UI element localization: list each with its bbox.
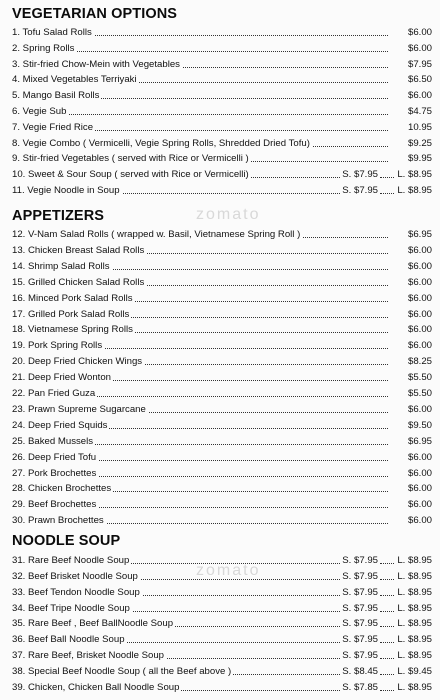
item-price: $6.00 xyxy=(405,308,432,322)
leader-dots xyxy=(32,51,388,52)
item-name: 32. Beef Brisket Noodle Soup xyxy=(12,570,138,582)
item-price-small: S. $7.95 xyxy=(342,185,378,196)
section-title-noodle-soup: NOODLE SOUP xyxy=(12,533,121,549)
item-name: 1. Tofu Salad Rolls xyxy=(12,27,92,38)
item-price: $6.00 xyxy=(405,292,432,306)
item-name: 23. Prawn Supreme Sugarcane xyxy=(12,403,146,415)
item-name: 13. Chicken Breast Salad Rolls xyxy=(12,244,145,256)
item-price: $6.00 xyxy=(405,339,432,353)
item-name: 12. V-Nam Salad Rolls ( wrapped w. Basil, Vietnamese Spring Roll ) xyxy=(12,229,301,240)
menu-item xyxy=(12,244,432,258)
menu-item xyxy=(12,570,432,584)
item-name: 2. Spring Rolls xyxy=(12,42,75,54)
menu-item xyxy=(12,276,432,290)
item-price: $9.50 xyxy=(405,419,432,433)
item-price-small: S. $7.95 xyxy=(342,602,378,614)
item-price: $6.00 xyxy=(405,467,432,481)
item-name: 34. Beef Tripe Noodle Soup xyxy=(12,602,130,614)
menu-item xyxy=(12,586,432,600)
item-name: 9. Stir-fried Vegetables ( served with Rice or Vermicelli ) xyxy=(12,153,249,165)
item-price: $6.00 xyxy=(405,482,432,496)
item-price: 10.95 xyxy=(405,121,432,135)
watermark: zomato xyxy=(196,206,261,223)
item-price-small: S. $7.85 xyxy=(342,681,378,693)
item-price-small: S. $7.95 xyxy=(342,634,378,646)
item-price: $6.95 xyxy=(405,435,432,449)
item-name: 38. Special Beef Noodle Soup ( all the Beef above ) xyxy=(12,665,232,677)
item-name: 26. Deep Fried Tofu xyxy=(12,451,97,463)
menu-item xyxy=(12,514,432,528)
item-price-small: S. $7.95 xyxy=(342,586,378,598)
item-price: $6.95 xyxy=(405,228,432,242)
item-price: $6.00 xyxy=(405,89,432,103)
item-name: 33. Beef Tendon Noodle Soup xyxy=(12,586,140,598)
menu-item xyxy=(12,308,432,322)
item-name: 16. Minced Pork Salad Rolls xyxy=(12,292,133,304)
item-name: 21. Deep Fried Wonton xyxy=(12,372,112,384)
item-name: 28. Chicken Brochettes xyxy=(12,483,112,495)
menu-item xyxy=(12,649,432,663)
menu-item xyxy=(12,419,432,433)
menu-item xyxy=(12,292,432,306)
item-price: $7.95 xyxy=(405,58,432,72)
item-name: 37. Rare Beef, Brisket Noodle Soup xyxy=(12,650,164,662)
item-price: $6.00 xyxy=(405,514,432,528)
menu-item xyxy=(12,451,432,465)
menu-item xyxy=(12,339,432,353)
section-title-appetizers: APPETIZERS xyxy=(12,208,105,224)
item-name: 31. Rare Beef Noodle Soup xyxy=(12,555,130,566)
item-price: $6.00 xyxy=(405,26,432,40)
menu-item xyxy=(12,73,432,87)
item-name: 7. Vegie Fried Rice xyxy=(12,121,94,133)
item-name: 10. Sweet & Sour Soup ( served with Rice or Vermicelli) xyxy=(12,169,249,181)
menu-item xyxy=(12,89,432,103)
item-price-large: L. $8.95 xyxy=(397,618,432,630)
item-price-large: L. $8.95 xyxy=(397,555,432,566)
menu-item xyxy=(12,665,432,679)
item-price-small: S. $7.95 xyxy=(342,169,378,181)
item-name: 20. Deep Fried Chicken Wings xyxy=(12,356,143,368)
menu-item xyxy=(12,184,432,198)
item-price: $4.75 xyxy=(405,105,432,119)
menu-item xyxy=(12,58,432,72)
item-name: 18. Vietnamese Spring Rolls xyxy=(12,324,133,336)
item-price: $9.95 xyxy=(405,152,432,166)
item-price: $9.25 xyxy=(405,137,432,151)
watermark: zomato xyxy=(196,562,261,579)
item-name: 8. Vegie Combo ( Vermicelli, Vegie Spring Rolls, Shredded Dried Tofu) xyxy=(12,137,310,149)
menu-item xyxy=(12,323,432,337)
item-price-large: L. $8.95 xyxy=(397,681,432,693)
menu-item xyxy=(12,137,432,151)
item-price-large: L. $8.95 xyxy=(397,650,432,662)
leader-dots xyxy=(32,114,388,115)
item-price-small: S. $7.95 xyxy=(342,618,378,630)
item-name: 17. Grilled Pork Salad Rolls xyxy=(12,308,130,320)
item-price: $6.00 xyxy=(405,276,432,290)
item-price: $6.00 xyxy=(405,451,432,465)
item-price-large: L. $8.95 xyxy=(397,185,432,196)
item-price-small: S. $7.95 xyxy=(342,555,378,566)
menu-item xyxy=(12,355,432,369)
item-name: 19. Pork Spring Rolls xyxy=(12,340,103,352)
item-name: 6. Vegie Sub xyxy=(12,106,67,117)
menu-item xyxy=(12,617,432,631)
item-name: 30. Prawn Brochettes xyxy=(12,515,104,527)
menu-item xyxy=(12,633,432,647)
item-name: 24. Deep Fried Squids xyxy=(12,419,108,431)
menu-item xyxy=(12,105,432,119)
menu-item xyxy=(12,498,432,512)
item-price: $6.00 xyxy=(405,244,432,258)
item-price-small: S. $7.95 xyxy=(342,650,378,662)
menu-item xyxy=(12,42,432,56)
item-price-large: L. $8.95 xyxy=(397,634,432,646)
item-price: $6.00 xyxy=(405,323,432,337)
menu-item xyxy=(12,152,432,166)
item-price: $5.50 xyxy=(405,371,432,385)
item-price-large: L. $9.45 xyxy=(397,665,432,677)
item-price-large: L. $8.95 xyxy=(397,602,432,614)
item-name: 4. Mixed Vegetables Terriyaki xyxy=(12,74,137,86)
item-price-large: L. $8.95 xyxy=(397,586,432,598)
item-name: 11. Vegie Noodle in Soup xyxy=(12,185,120,196)
item-name: 14. Shrimp Salad Rolls xyxy=(12,260,110,272)
menu-item xyxy=(12,602,432,616)
item-name: 15. Grilled Chicken Salad Rolls xyxy=(12,276,145,288)
item-price: $6.00 xyxy=(405,42,432,56)
menu-item xyxy=(12,554,432,568)
item-name: 36. Beef Ball Noodle Soup xyxy=(12,634,125,646)
menu-item xyxy=(12,168,432,182)
menu-item xyxy=(12,681,432,695)
item-price: $6.00 xyxy=(405,498,432,512)
item-price-large: L. $8.95 xyxy=(397,169,432,181)
item-name: 27. Pork Brochettes xyxy=(12,467,97,479)
menu-item xyxy=(12,387,432,401)
item-price: $6.00 xyxy=(405,403,432,417)
item-price: $5.50 xyxy=(405,387,432,401)
item-price-large: L. $8.95 xyxy=(397,570,432,582)
item-name: 22. Pan Fried Guza xyxy=(12,388,96,399)
item-price: $6.50 xyxy=(405,73,432,87)
item-name: 35. Rare Beef , Beef BallNoodle Soup xyxy=(12,618,174,630)
item-name: 25. Baked Mussels xyxy=(12,435,94,447)
item-name: 29. Beef Brochettes xyxy=(12,499,97,511)
section-title-vegetarian: VEGETARIAN OPTIONS xyxy=(12,6,178,22)
item-price: $8.25 xyxy=(405,355,432,369)
item-name: 3. Stir-fried Chow-Mein with Vegetables xyxy=(12,58,180,70)
item-price-small: S. $7.95 xyxy=(342,570,378,582)
item-price-small: S. $8.45 xyxy=(342,665,378,677)
menu-item xyxy=(12,435,432,449)
menu-item xyxy=(12,26,432,40)
item-name: 5. Mango Basil Rolls xyxy=(12,90,100,102)
menu-item xyxy=(12,121,432,135)
item-name: 39. Chicken, Chicken Ball Noodle Soup xyxy=(12,681,180,693)
menu-item xyxy=(12,228,432,242)
menu-item xyxy=(12,260,432,274)
item-price: $6.00 xyxy=(405,260,432,274)
menu-item xyxy=(12,371,432,385)
menu-item xyxy=(12,467,432,481)
menu-item xyxy=(12,403,432,417)
menu-item xyxy=(12,482,432,496)
